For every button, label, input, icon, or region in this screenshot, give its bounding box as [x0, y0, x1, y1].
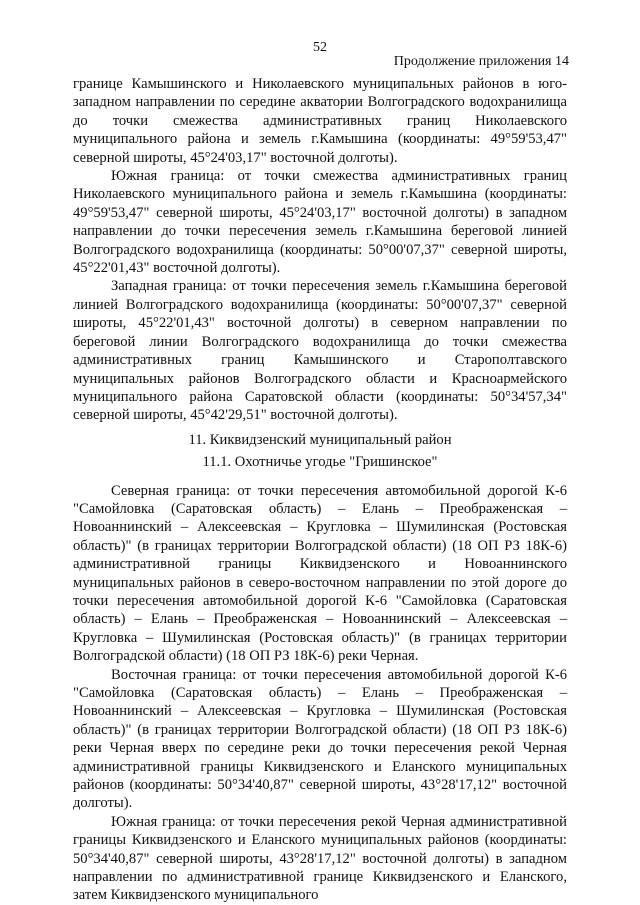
subsection-heading: 11.1. Охотничье угодье "Гришинское": [202, 454, 438, 471]
section-heading: 11. Киквидзенский муниципальный район: [188, 431, 452, 448]
paragraph-east-border: Восточная граница: от точки пересечения автомобильной дорогой К-6 "Самойловка (Саратовская область) – Елань – Преображенская – Новоаннинский – Алексеевская – Кругловка – Шумилинская (Ростовская область)" (в границах территории Волгоградской области) (18 ОП РЗ 18К-6) реки Черная вверх по середине реки до точки пересечения рекой Черная административной границы Киквидзенского и Еланского муниципальных районов (координаты: 50°34'40,87" северной широты, 43°28'17,12" восточной долготы).: [73, 666, 567, 812]
paragraph-north-border: Северная граница: от точки пересечения автомобильной дорогой К-6 "Самойловка (Саратовская область) – Елань – Преображенская – Новоаннинский – Алексеевская – Кругловка – Шумилинская (Ростовская область)" (в границах территории Волгоградской области) (18 ОП РЗ 18К-6) административной границы Киквидзенского и Новоаннинского муниципальных районов в северо-восточном направлении по этой дороге до точки пересечения автомобильной дорогой К-6 "Самойловка (Саратовская область) – Елань – Преображенская – Новоаннинский – Алексеевская – Кругловка – Шумилинская (Ростовская область)" (в границах территории Волгоградской области) (18 ОП РЗ 18К-6) реки Черная.: [73, 482, 567, 665]
page-number: 52: [313, 40, 327, 55]
paragraph-south-border: Южная граница: от точки смежества административных границ Николаевского муниципального района и земель г.Камышина (координаты: 49°59'53,47" северной широты, 45°24'03,17" восточной долготы) в западном направлении до точки пересечения земель г.Камышина береговой линией Волгоградского водохранилища (координаты: 50°00'07,37" северной широты, 45°22'01,43" восточной долготы).: [73, 168, 567, 277]
document-body: [73, 75, 567, 905]
paragraph-continuation: границе Камышинского и Николаевского муниципальных районов в юго-западном направлении по середине акватории Волгоградского водохранилища до точки смежества административных границ Николаевского муниципального района и земель г.Камышина (координаты: 49°59'53,47" северной широты, 45°24'03,17" восточной долготы).: [73, 76, 567, 166]
paragraph-south-border-2: Южная граница: от точки пересечения рекой Черная административной границы Киквидзенского и Еланского муниципальных районов (координаты: 50°34'40,87" северной широты, 43°28'17,12" восточной долготы) в западном направлении по административной границе Киквидзенского и Еланского, затем Киквидзенского муниципального: [73, 813, 567, 904]
running-header: Продолжение приложения 14: [393, 54, 569, 69]
paragraph-west-border: Западная граница: от точки пересечения земель г.Камышина береговой линией Волгоградского водохранилища (координаты: 50°00'07,37" северной широты, 45°22'01,43" восточной долготы) в северном направлении по береговой линии Волгоградского водохранилища до точки смежества административных границ Камышинского и Старополтавского муниципальных районов Волгоградского области и Красноармейского муниципального района Саратовской области (координаты: 50°34'57,34" северной широты, 45°42'29,51" восточной долготы).: [73, 278, 567, 424]
